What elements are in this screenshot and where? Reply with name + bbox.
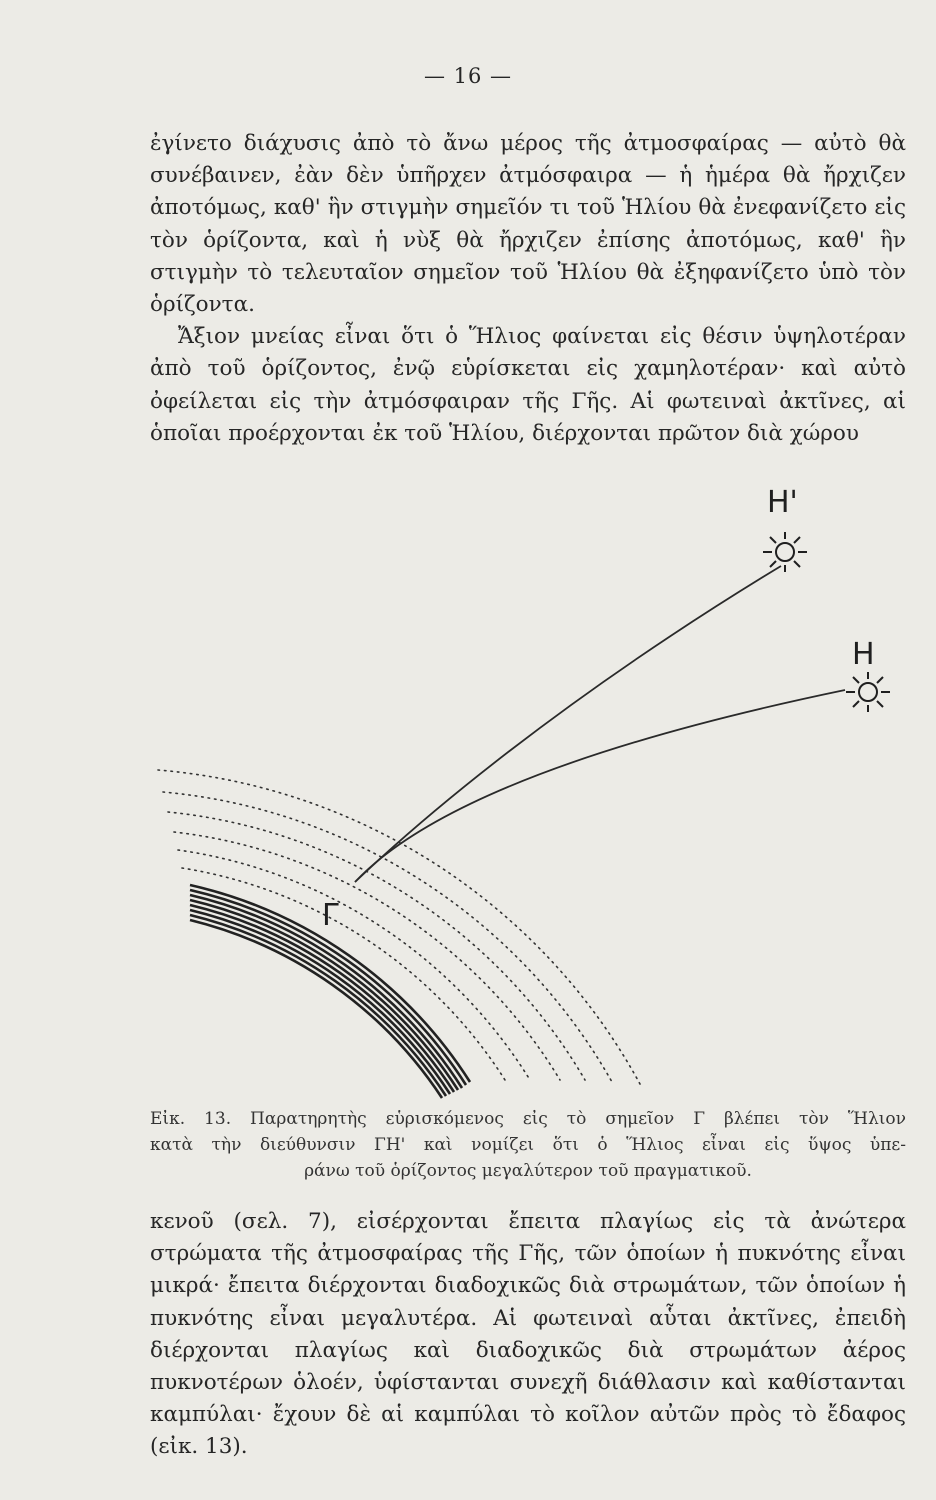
caption-line-1: Εἰκ. 13. Παρατηρητὴς εὑρισκόμενος εἰς τὸ σημεῖον Γ βλέπει τὸν Ἥλιον — [150, 1109, 906, 1129]
figure-caption — [150, 1106, 906, 1184]
apparent-sun-label: Η' — [767, 485, 798, 520]
real-sun-icon — [846, 672, 890, 712]
apparent-sun-icon — [763, 532, 807, 572]
paragraph-3: κενοῦ (σελ. 7), εἰσέρχονται ἔπειτα πλαγίως εἰς τὰ ἀνώτερα στρώματα τῆς ἀτμοσφαίρας τῆς Γῆς, τῶν ὁποίων ἡ πυκνότης εἶναι μικρά· ἔπειτα διέρχονται διαδοχικῶς διὰ στρωμάτων, τῶν ὁποίων ἡ πυκνότης εἶναι μεγαλυτέρα. Αἱ φωτειναὶ αὗται ἀκτῖνες, ἐπειδὴ διέρχονται πλαγίως καὶ διαδοχικῶς διὰ στρωμάτων ἀέρος πυκνοτέρων ὁλοέν, ὑφίστανται συνεχῆ διάθλασιν καὶ καθίστανται καμπύλαι· ἔχουν δὲ αἱ καμπύλαι τὸ κοῖλον αὐτῶν πρὸς τὸ ἔδαφος (εἰκ. 13). — [150, 1209, 906, 1460]
observer-label: Γ — [322, 898, 339, 933]
paragraph-1: ἐγίνετο διάχυσις ἀπὸ τὸ ἄνω μέρος τῆς ἀτμοσφαίρας — αὐτὸ θὰ συνέβαινεν, ἐὰν δὲν ὑπῆρχεν ἀτμόσφαιρα — ἡ ἡμέρα θὰ ἤρχιζεν ἀποτόμως, καθ' ἣν στιγμὴν σημεῖόν τι τοῦ Ἡλίου θὰ ἐνεφανίζετο εἰς τὸν ὁρίζοντα, καὶ ἡ νὺξ θὰ ἤρχιζεν ἐπίσης ἀποτόμως, καθ' ἣν στιγμὴν τὸ τελευταῖον σημεῖον τοῦ Ἡλίου θὰ ἐξηφανίζετο ὑπὸ τὸν ὁρίζοντα. — [150, 131, 906, 318]
paragraph-2: Ἄξιον μνείας εἶναι ὅτι ὁ Ἥλιος φαίνεται εἰς θέσιν ὑψηλοτέραν ἀπὸ τοῦ ὁρίζοντος, ἐνῷ εὑρίσκεται εἰς χαμηλοτέραν· καὶ αὐτὸ ὀφείλεται εἰς τὴν ἀτμόσφαιραν τῆς Γῆς. Αἱ φωτειναὶ ἀκτῖνες, αἱ ὁποῖαι προέρχονται ἐκ τοῦ Ἡλίου, διέρχονται πρῶτον διὰ χώρου — [150, 324, 906, 446]
caption-line-2: κατὰ τὴν διεύθυνσιν ΓΗ' καὶ νομίζει ὅτι ὁ Ἥλιος εἶναι εἰς ὕψος ὑπε- — [150, 1135, 906, 1155]
bottom-text-block — [150, 1206, 906, 1464]
real-sun-label: Η — [852, 637, 875, 672]
page-number: — 16 — — [423, 64, 513, 88]
top-text-block — [150, 128, 906, 450]
apparent-ray — [355, 566, 781, 882]
atmospheric-refraction-figure — [130, 480, 920, 1105]
refracted-ray — [355, 690, 845, 882]
caption-line-3: ράνω τοῦ ὁρίζοντος μεγαλύτερον τοῦ πραγματικοῦ. — [304, 1161, 752, 1181]
light-rays — [355, 566, 845, 882]
